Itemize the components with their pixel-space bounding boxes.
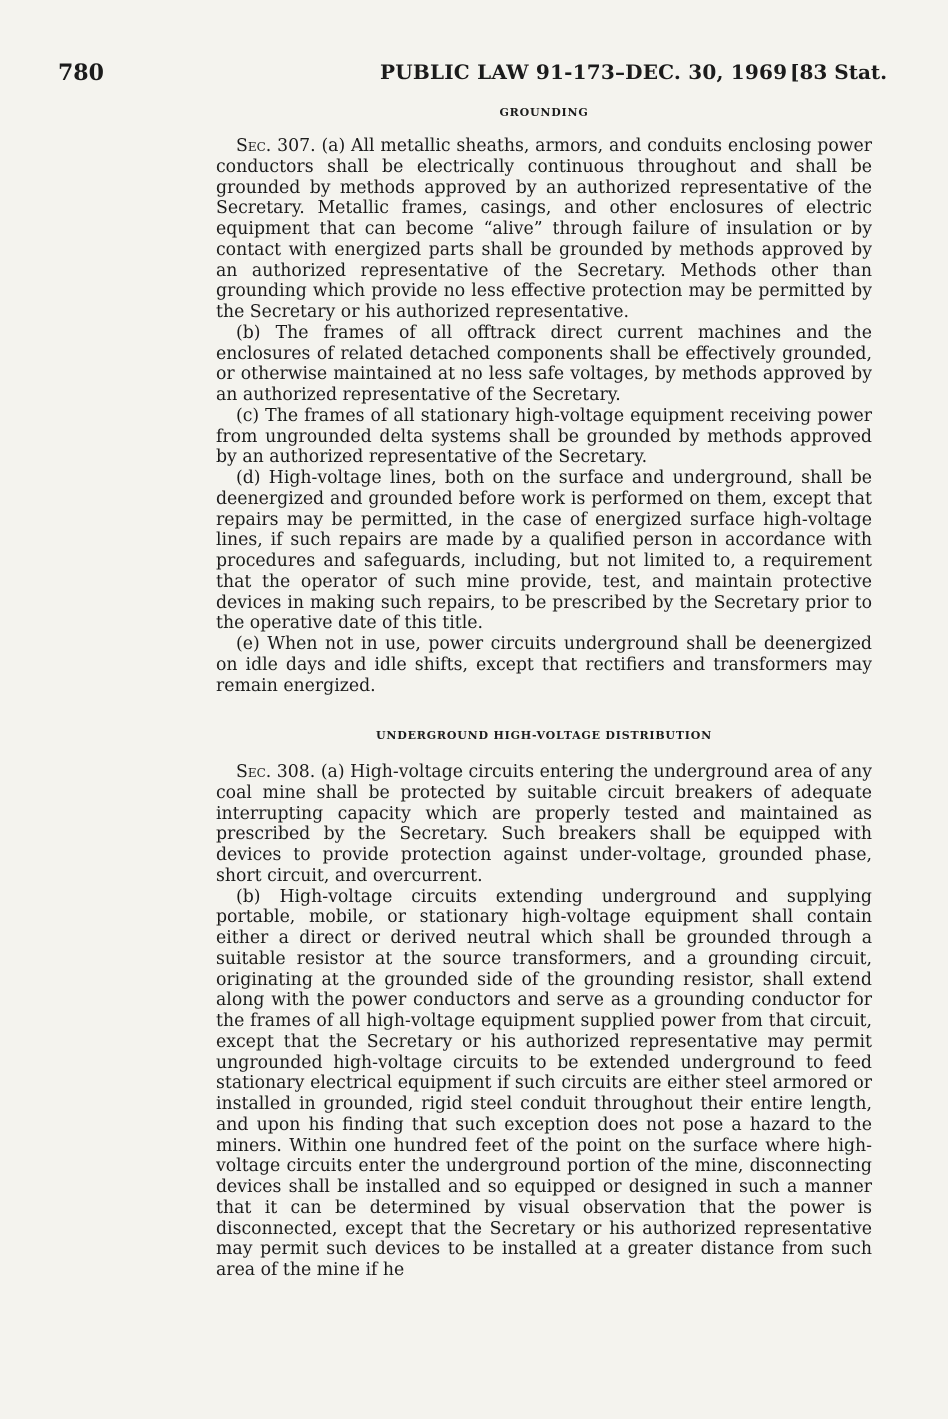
section-307-body [216, 136, 872, 696]
section-308-body [216, 762, 872, 1281]
paragraph-308-b: (b) High-voltage circuits extending underground and supplying portable, mobile, or stationary high-voltage equipment shall contain either a direct or derived neutral which shall be grounded through a suitable resistor at the source transformers, and a grounding circuit, originating at the grounded side of the grounding resistor, shall extend along with the power conductors and serve as a grounding conductor for the frames of all high-voltage equipment supplied power from that circuit, except that the Secretary or his authorized representative may permit ungrounded high-voltage circuits to be extended underground to feed stationary electrical equipment if such circuits are either steel armored or installed in grounded, rigid steel conduit throughout their entire length, and upon his finding that such exception does not pose a hazard to the miners. Within one hundred feet of the point on the surface where high-voltage circuits enter the underground portion of the mine, disconnecting devices shall be installed and so equipped or designed in such a manner that it can be determined by visual observation that the power is disconnected, except that the Secretary or his authorized representative may permit such devices to be installed at a greater distance from such area of the mine if he [216, 886, 872, 1280]
section-heading-underground-distribution: UNDERGROUND HIGH-VOLTAGE DISTRIBUTION [376, 729, 712, 742]
volume-reference: [83 Stat. [790, 60, 888, 84]
section-label: Sec. 308. [236, 762, 316, 782]
paragraph-307-a [216, 136, 872, 323]
running-head-title: PUBLIC LAW 91-173–DEC. 30, 1969 [380, 60, 788, 84]
paragraph-307-c: (c) The frames of all stationary high-voltage equipment receiving power from ungrounded delta systems shall be grounded by methods approved by an authorized representative of the Secretary. [216, 405, 872, 468]
page-number: 780 [58, 60, 104, 86]
section-label: Sec. 307. [236, 136, 316, 156]
paragraph-307-e: (e) When not in use, power circuits underground shall be deenergized on idle days and idle shifts, except that rectifiers and transformers may remain energized. [216, 634, 872, 696]
paragraph-text: (a) All metallic sheaths, armors, and conduits enclosing power conductors shall be electrically continuous throughout and shall be grounded by methods approved by an authorized representative of the Secretary. Metallic frames, casings, and other enclosures of electric equipment that can become “alive” through failure of insulation or by contact with energized parts shall be grounded by methods approved by an authorized representative of the Secretary. Methods other than grounding which provide no less effective protection may be permitted by the Secretary or his authorized representative. [216, 136, 873, 322]
paragraph-308-a [216, 762, 872, 887]
paragraph-307-b: (b) The frames of all offtrack direct current machines and the enclosures of related detached components shall be effectively grounded, or otherwise maintained at no less safe voltages, by methods approved by an authorized representative of the Secretary. [216, 322, 872, 405]
paragraph-307-d: (d) High-voltage lines, both on the surface and underground, shall be deenergized and grounded before work is performed on them, except that repairs may be permitted, in the case of energized surface high-voltage lines, if such repairs are made by a qualified person in accordance with procedures and safeguards, including, but not limited to, a requirement that the operator of such mine provide, test, and maintain protective devices in making such repairs, to be prescribed by the Secretary prior to the operative date of this title. [216, 468, 872, 634]
paragraph-text: (a) High-voltage circuits entering the underground area of any coal mine shall be protected by suitable circuit breakers of adequate interrupting capacity which are properly tested and maintained as prescribed by the Secretary. Such breakers shall be equipped with devices to provide protection against under-voltage, grounded phase, short circuit, and overcurrent. [216, 762, 873, 886]
section-heading-grounding: GROUNDING [499, 106, 589, 119]
